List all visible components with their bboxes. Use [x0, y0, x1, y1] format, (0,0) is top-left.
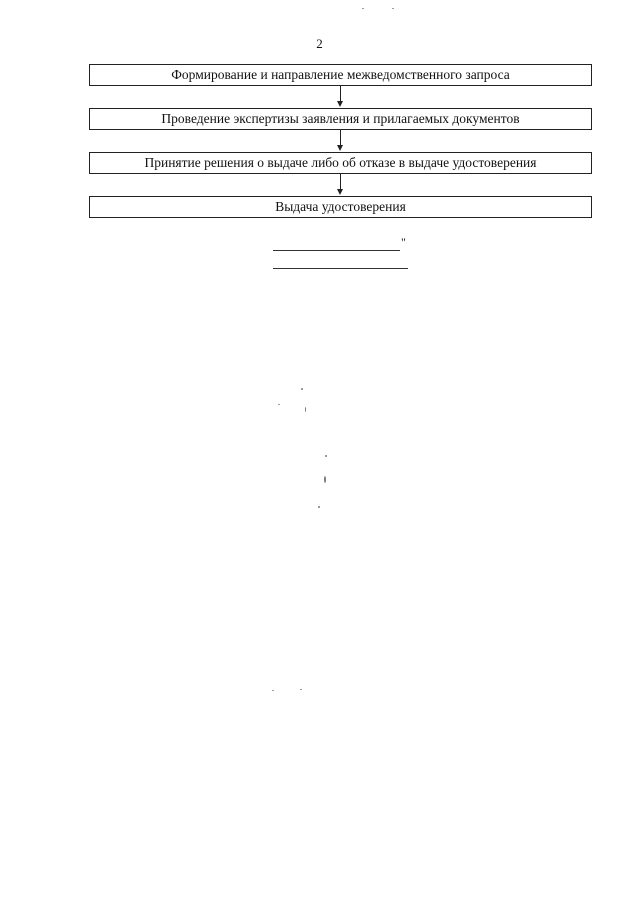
- scan-speck: [300, 689, 302, 690]
- flow-arrow-down-icon: [89, 86, 592, 108]
- flow-step-decision: Принятие решения о выдаче либо об отказе в выдаче удостоверения: [89, 152, 592, 174]
- process-flowchart: [89, 64, 592, 218]
- flow-step-examination: Проведение экспертизы заявления и прилагаемых документов: [89, 108, 592, 130]
- flow-arrow-down-icon: [89, 174, 592, 196]
- page-number: 2: [316, 36, 323, 51]
- scan-speck: [278, 404, 280, 405]
- scan-speck: [305, 407, 306, 412]
- closing-rule-bottom: [273, 268, 408, 269]
- flow-step-request: Формирование и направление межведомственного запроса: [89, 64, 592, 86]
- closing-quote-mark: ": [401, 235, 406, 249]
- flow-step-issuance: Выдача удостоверения: [89, 196, 592, 218]
- scan-speck: [318, 506, 320, 508]
- scan-speck: [301, 388, 303, 390]
- scan-speck: [392, 8, 394, 9]
- scan-speck: [324, 476, 326, 483]
- scan-speck: [272, 690, 274, 691]
- scan-speck: [325, 455, 327, 457]
- closing-rule-top: [273, 250, 400, 251]
- scan-speck: [362, 8, 364, 9]
- flow-arrow-down-icon: [89, 130, 592, 152]
